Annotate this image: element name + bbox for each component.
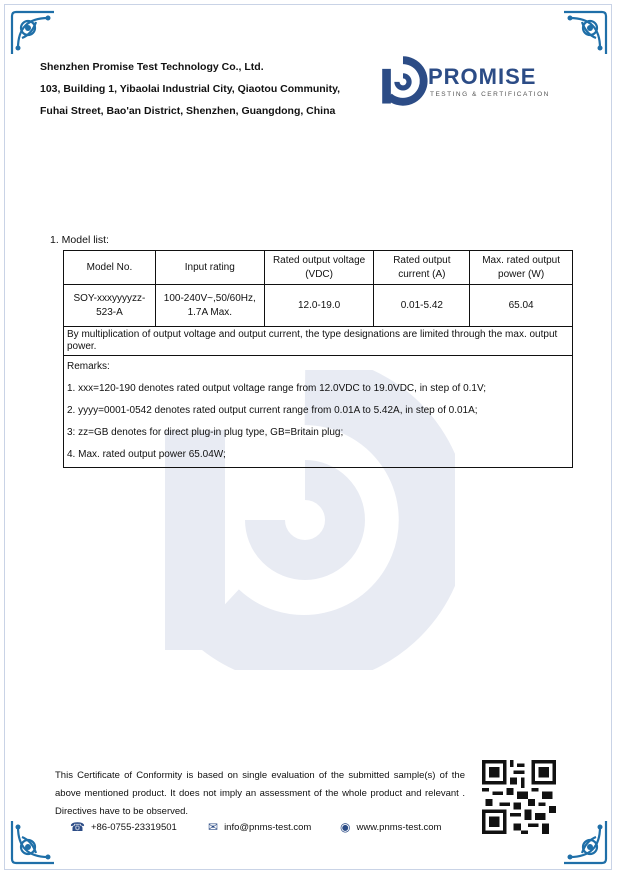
logo-mark-icon (377, 55, 429, 107)
conformity-statement: This Certificate of Conformity is based on single evaluation of the submitted sample(s) of the above mentioned product. It does not imply an assessment of the whole product and relevant . Directives have to be observed. (55, 770, 465, 817)
header-output-current: Rated output current (A) (374, 251, 470, 285)
header-model-no: Model No. (64, 251, 156, 285)
header-output-voltage: Rated output voltage (VDC) (264, 251, 374, 285)
cell-model-no: SOY-xxxyyyyzz-523-A (64, 285, 156, 327)
company-name: Shenzhen Promise Test Technology Co., Ltd. (40, 61, 264, 73)
company-header (40, 56, 340, 122)
contact-website (340, 820, 441, 834)
remark-item: 3: zz=GB denotes for direct plug-in plug type, GB=Britain plug; (67, 427, 344, 438)
header-output-power: Max. rated output power (W) (470, 251, 573, 285)
corner-ornament-bottom-right (560, 817, 610, 867)
contact-email (208, 820, 311, 834)
remarks-title: Remarks: (67, 361, 110, 372)
model-table (63, 250, 573, 468)
logo-subtitle: TESTING & CERTIFICATION (430, 91, 550, 98)
table-header-row (64, 251, 573, 285)
cell-output-voltage: 12.0-19.0 (264, 285, 374, 327)
corner-ornament-bottom-left (8, 817, 58, 867)
corner-ornament-top-right (560, 8, 610, 58)
company-address-line1: 103, Building 1, Yibaolai Industrial City, Qiaotou Community, (40, 83, 341, 95)
header-input-rating: Input rating (155, 251, 264, 285)
qr-code (482, 758, 556, 836)
note-row (64, 327, 573, 356)
cell-output-power: 65.04 (470, 285, 573, 327)
remarks-row (64, 356, 573, 468)
phone-icon: ☎ (70, 820, 85, 834)
contact-phone (70, 820, 177, 834)
remark-item: 1. xxx=120-190 denotes rated output voltage range from 12.0VDC to 19.0VDC, in step of 0.1V; (67, 383, 487, 394)
corner-ornament-top-left (8, 8, 58, 58)
table-row (64, 285, 573, 327)
phone-number: +86-0755-23319501 (90, 821, 177, 833)
website-url[interactable]: www.pnms-test.com (356, 821, 442, 833)
cell-output-current: 0.01-5.42 (374, 285, 470, 327)
email-address[interactable]: info@pnms-test.com (224, 821, 312, 833)
model-list-heading: 1. Model list: (50, 234, 109, 246)
remark-item: 2. yyyy=0001-0542 denotes rated output current range from 0.01A to 5.42A, in step of 0.01A; (67, 405, 478, 416)
remark-item: 4. Max. rated output power 65.04W; (67, 449, 226, 460)
note-text: By multiplication of output voltage and output current, the type designations are limited through the max. output power. (64, 327, 573, 356)
company-address-line2: Fuhai Street, Bao'an District, Shenzhen, Guangdong, China (40, 105, 336, 117)
cell-input-rating: 100-240V~,50/60Hz, 1.7A Max. (155, 285, 264, 327)
remarks-cell (64, 356, 573, 468)
logo-title: PROMISE (428, 64, 537, 89)
globe-icon: ◉ (340, 820, 351, 834)
mail-icon: ✉ (208, 820, 219, 834)
